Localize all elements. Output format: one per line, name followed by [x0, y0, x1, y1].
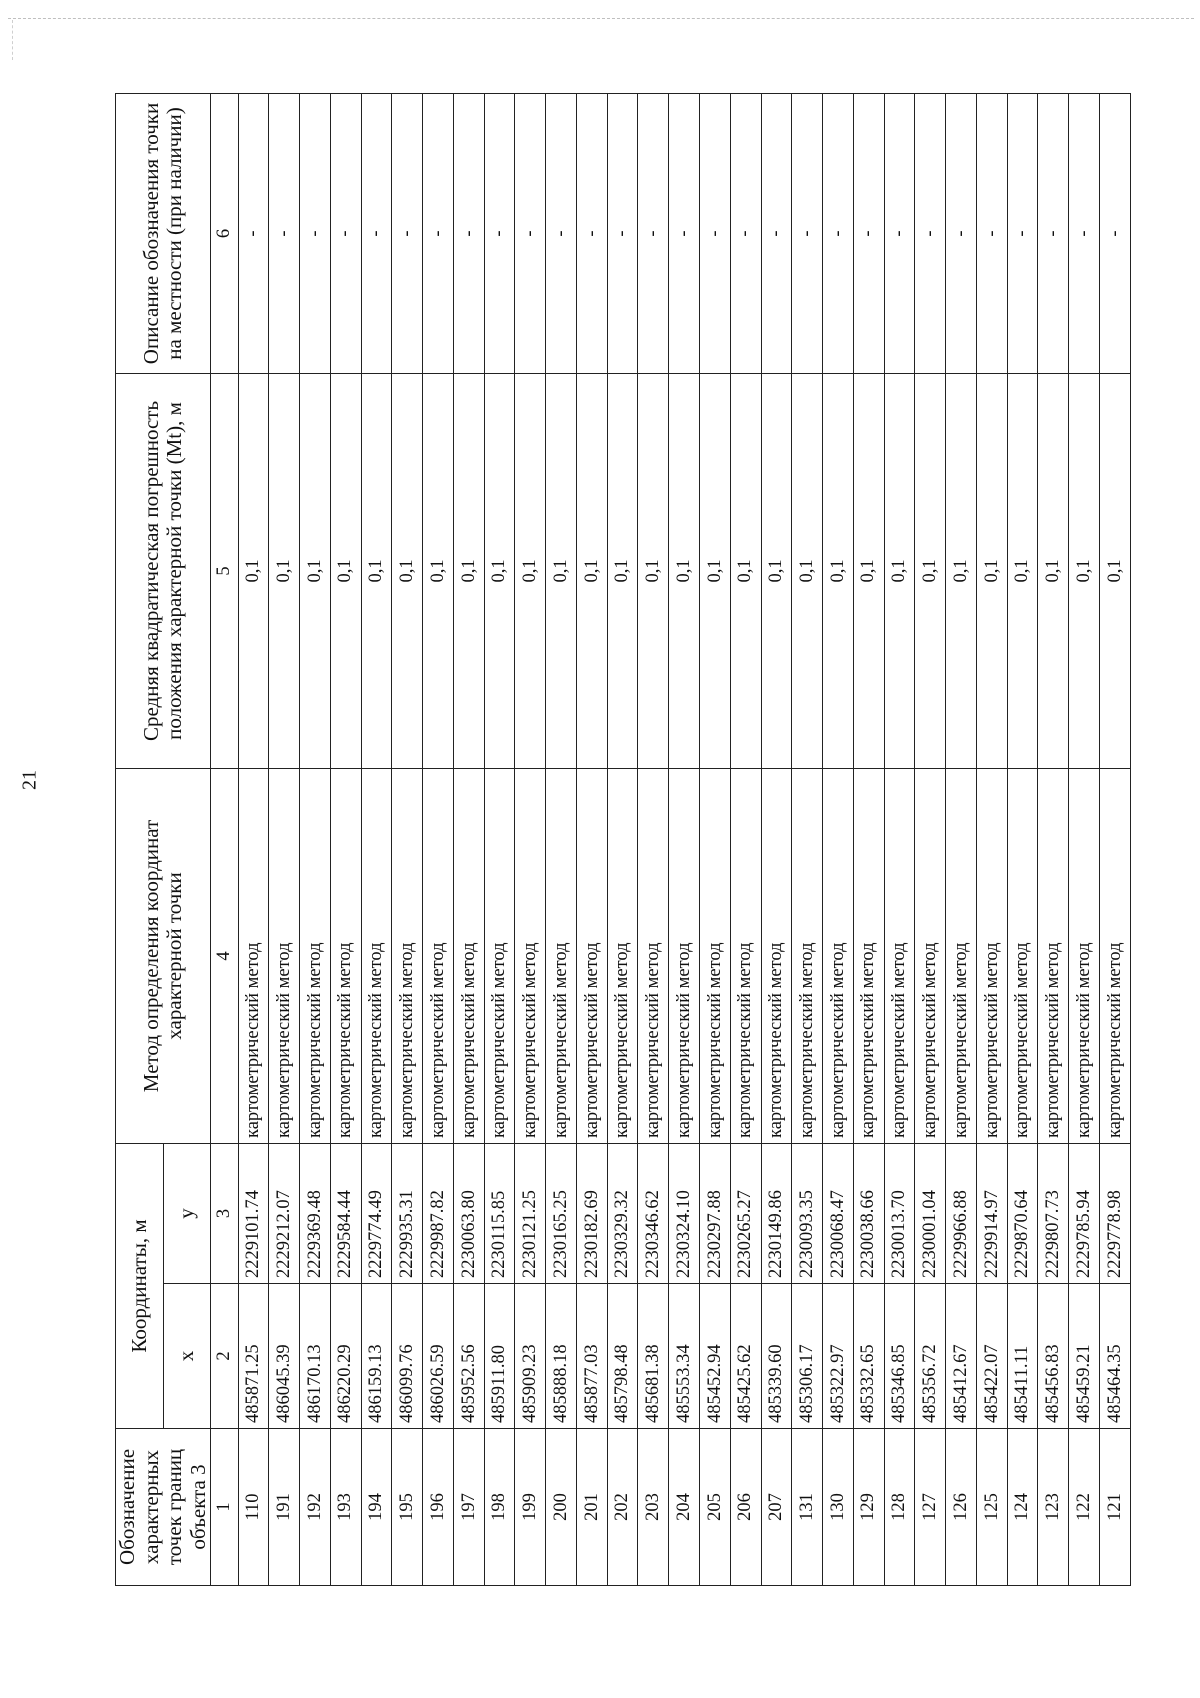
- cell-y: 2230038.66: [853, 1143, 884, 1283]
- cell-method: картометрический метод: [269, 768, 300, 1143]
- cell-description: -: [700, 93, 731, 373]
- table-row: [453, 93, 484, 1585]
- cell-method: картометрический метод: [1099, 768, 1130, 1143]
- header-x: x: [163, 1284, 211, 1429]
- cell-method: картометрический метод: [823, 768, 854, 1143]
- cell-point-id: 197: [453, 1429, 484, 1586]
- cell-y: 2229935.31: [392, 1143, 423, 1283]
- cell-x: 485339.60: [761, 1284, 792, 1429]
- header-description: Описание обозначения точки на местности (при наличии): [116, 93, 211, 373]
- table-row: [1069, 93, 1100, 1585]
- cell-description: -: [576, 93, 607, 373]
- cell-description: -: [946, 93, 977, 373]
- cell-method: картометрический метод: [884, 768, 915, 1143]
- cell-mean-error: 0,1: [730, 373, 761, 768]
- cell-method: картометрический метод: [853, 768, 884, 1143]
- cell-x: 486220.29: [330, 1284, 361, 1429]
- cell-description: -: [423, 93, 454, 373]
- table-row: [884, 93, 915, 1585]
- cell-description: -: [1099, 93, 1130, 373]
- cell-x: 485356.72: [915, 1284, 946, 1429]
- table-row: [1038, 93, 1069, 1585]
- table-row: [915, 93, 946, 1585]
- cell-point-id: 131: [792, 1429, 823, 1586]
- cell-method: картометрический метод: [607, 768, 638, 1143]
- cell-y: 2230068.47: [823, 1143, 854, 1283]
- cell-x: 486159.13: [361, 1284, 392, 1429]
- cell-mean-error: 0,1: [238, 373, 269, 768]
- table-row: [361, 93, 392, 1585]
- cell-x: 485553.34: [669, 1284, 700, 1429]
- cell-mean-error: 0,1: [946, 373, 977, 768]
- cell-point-id: 191: [269, 1429, 300, 1586]
- cell-point-id: 204: [669, 1429, 700, 1586]
- column-number: 5: [211, 373, 238, 768]
- header-mean-error: Средняя квадратическая погрешность положения характерной точки (Mt), м: [116, 373, 211, 768]
- table-row: [1099, 93, 1130, 1585]
- cell-description: -: [515, 93, 546, 373]
- cell-x: 485456.83: [1038, 1284, 1069, 1429]
- table-row: [392, 93, 423, 1585]
- table-row: [546, 93, 577, 1585]
- table-row: [1007, 93, 1038, 1585]
- table-row: [330, 93, 361, 1585]
- cell-method: картометрический метод: [1069, 768, 1100, 1143]
- cell-method: картометрический метод: [792, 768, 823, 1143]
- cell-description: -: [1038, 93, 1069, 373]
- cell-description: -: [915, 93, 946, 373]
- cell-mean-error: 0,1: [700, 373, 731, 768]
- cell-mean-error: 0,1: [884, 373, 915, 768]
- table-row: [576, 93, 607, 1585]
- cell-description: -: [853, 93, 884, 373]
- cell-mean-error: 0,1: [853, 373, 884, 768]
- cell-y: 2230093.35: [792, 1143, 823, 1283]
- cell-y: 2230001.04: [915, 1143, 946, 1283]
- cell-x: 486026.59: [423, 1284, 454, 1429]
- cell-point-id: 206: [730, 1429, 761, 1586]
- cell-point-id: 123: [1038, 1429, 1069, 1586]
- cell-point-id: 124: [1007, 1429, 1038, 1586]
- cell-y: 2230182.69: [576, 1143, 607, 1283]
- cell-y: 2229778.98: [1099, 1143, 1130, 1283]
- table-row: [607, 93, 638, 1585]
- cell-mean-error: 0,1: [576, 373, 607, 768]
- cell-point-id: 127: [915, 1429, 946, 1586]
- cell-y: 2230115.85: [484, 1143, 515, 1283]
- table-row: [423, 93, 454, 1585]
- cell-mean-error: 0,1: [1038, 373, 1069, 768]
- cell-mean-error: 0,1: [423, 373, 454, 768]
- cell-point-id: 194: [361, 1429, 392, 1586]
- cell-x: 486045.39: [269, 1284, 300, 1429]
- cell-method: картометрический метод: [576, 768, 607, 1143]
- cell-description: -: [269, 93, 300, 373]
- cell-point-id: 199: [515, 1429, 546, 1586]
- cell-description: -: [392, 93, 423, 373]
- cell-point-id: 193: [330, 1429, 361, 1586]
- cell-method: картометрический метод: [638, 768, 669, 1143]
- cell-mean-error: 0,1: [638, 373, 669, 768]
- cell-mean-error: 0,1: [1007, 373, 1038, 768]
- cell-description: -: [823, 93, 854, 373]
- cell-mean-error: 0,1: [300, 373, 331, 768]
- cell-description: -: [884, 93, 915, 373]
- cell-mean-error: 0,1: [269, 373, 300, 768]
- cell-method: картометрический метод: [915, 768, 946, 1143]
- column-number: 4: [211, 768, 238, 1143]
- column-number: 1: [211, 1429, 238, 1586]
- cell-point-id: 129: [853, 1429, 884, 1586]
- cell-mean-error: 0,1: [1099, 373, 1130, 768]
- cell-point-id: 128: [884, 1429, 915, 1586]
- cell-method: картометрический метод: [761, 768, 792, 1143]
- table-row: [515, 93, 546, 1585]
- scan-left-edge: [12, 20, 13, 60]
- column-number-row: [211, 93, 238, 1585]
- cell-description: -: [792, 93, 823, 373]
- cell-method: картометрический метод: [546, 768, 577, 1143]
- table-row: [730, 93, 761, 1585]
- cell-method: картометрический метод: [300, 768, 331, 1143]
- cell-y: 2229785.94: [1069, 1143, 1100, 1283]
- cell-x: 486170.13: [300, 1284, 331, 1429]
- cell-point-id: 207: [761, 1429, 792, 1586]
- column-number: 6: [211, 93, 238, 373]
- cell-description: -: [730, 93, 761, 373]
- cell-point-id: 121: [1099, 1429, 1130, 1586]
- cell-description: -: [1007, 93, 1038, 373]
- cell-y: 2229101.74: [238, 1143, 269, 1283]
- cell-point-id: 110: [238, 1429, 269, 1586]
- header-row: [116, 93, 164, 1585]
- cell-y: 2230063.80: [453, 1143, 484, 1283]
- cell-y: 2229870.64: [1007, 1143, 1038, 1283]
- cell-mean-error: 0,1: [546, 373, 577, 768]
- cell-mean-error: 0,1: [669, 373, 700, 768]
- cell-point-id: 205: [700, 1429, 731, 1586]
- cell-description: -: [638, 93, 669, 373]
- header-coordinates: Координаты, м: [116, 1143, 164, 1428]
- cell-point-id: 202: [607, 1429, 638, 1586]
- cell-description: -: [300, 93, 331, 373]
- cell-method: картометрический метод: [946, 768, 977, 1143]
- cell-x: 485877.03: [576, 1284, 607, 1429]
- table-row: [853, 93, 884, 1585]
- cell-description: -: [484, 93, 515, 373]
- cell-method: картометрический метод: [515, 768, 546, 1143]
- cell-mean-error: 0,1: [392, 373, 423, 768]
- table-row: [669, 93, 700, 1585]
- table-row: [700, 93, 731, 1585]
- cell-x: 486099.76: [392, 1284, 423, 1429]
- cell-x: 485452.94: [700, 1284, 731, 1429]
- cell-x: 485871.25: [238, 1284, 269, 1429]
- cell-y: 2229212.07: [269, 1143, 300, 1283]
- cell-point-id: 195: [392, 1429, 423, 1586]
- cell-x: 485322.97: [823, 1284, 854, 1429]
- table-row: [484, 93, 515, 1585]
- cell-x: 485888.18: [546, 1284, 577, 1429]
- cell-x: 485464.35: [1099, 1284, 1130, 1429]
- cell-method: картометрический метод: [423, 768, 454, 1143]
- cell-x: 485909.23: [515, 1284, 546, 1429]
- table-row: [792, 93, 823, 1585]
- scan-top-edge: [8, 18, 1194, 19]
- cell-description: -: [361, 93, 392, 373]
- cell-mean-error: 0,1: [761, 373, 792, 768]
- cell-description: -: [238, 93, 269, 373]
- table-body: [211, 93, 1131, 1585]
- cell-y: 2229369.48: [300, 1143, 331, 1283]
- cell-y: 2230265.27: [730, 1143, 761, 1283]
- cell-y: 2229987.82: [423, 1143, 454, 1283]
- cell-mean-error: 0,1: [1069, 373, 1100, 768]
- cell-x: 485332.65: [853, 1284, 884, 1429]
- cell-x: 485425.62: [730, 1284, 761, 1429]
- cell-y: 2229774.49: [361, 1143, 392, 1283]
- cell-method: картометрический метод: [330, 768, 361, 1143]
- cell-y: 2229966.88: [946, 1143, 977, 1283]
- cell-mean-error: 0,1: [453, 373, 484, 768]
- cell-mean-error: 0,1: [915, 373, 946, 768]
- table-row: [269, 93, 300, 1585]
- header-method: Метод определения координат характерной точки: [116, 768, 211, 1143]
- header-point-designation: Обозначение характерных точек границ объекта 3: [116, 1429, 211, 1586]
- cell-description: -: [546, 93, 577, 373]
- column-number: 2: [211, 1284, 238, 1429]
- cell-point-id: 192: [300, 1429, 331, 1586]
- table-row: [238, 93, 269, 1585]
- cell-y: 2230329.32: [607, 1143, 638, 1283]
- cell-x: 485412.67: [946, 1284, 977, 1429]
- cell-point-id: 196: [423, 1429, 454, 1586]
- cell-point-id: 201: [576, 1429, 607, 1586]
- cell-method: картометрический метод: [484, 768, 515, 1143]
- coordinates-table: [115, 93, 1131, 1586]
- cell-x: 485346.85: [884, 1284, 915, 1429]
- cell-method: картометрический метод: [669, 768, 700, 1143]
- table-row: [761, 93, 792, 1585]
- cell-y: 2230297.88: [700, 1143, 731, 1283]
- cell-y: 2230149.86: [761, 1143, 792, 1283]
- cell-mean-error: 0,1: [792, 373, 823, 768]
- cell-x: 485422.07: [976, 1284, 1007, 1429]
- cell-description: -: [1069, 93, 1100, 373]
- cell-x: 485911.80: [484, 1284, 515, 1429]
- cell-point-id: 203: [638, 1429, 669, 1586]
- cell-mean-error: 0,1: [330, 373, 361, 768]
- cell-description: -: [976, 93, 1007, 373]
- cell-x: 485411.11: [1007, 1284, 1038, 1429]
- cell-method: картометрический метод: [976, 768, 1007, 1143]
- cell-method: картометрический метод: [392, 768, 423, 1143]
- column-number: 3: [211, 1143, 238, 1283]
- cell-point-id: 200: [546, 1429, 577, 1586]
- cell-point-id: 125: [976, 1429, 1007, 1586]
- cell-method: картометрический метод: [453, 768, 484, 1143]
- cell-mean-error: 0,1: [823, 373, 854, 768]
- cell-x: 485798.48: [607, 1284, 638, 1429]
- cell-y: 2229584.44: [330, 1143, 361, 1283]
- cell-y: 2230165.25: [546, 1143, 577, 1283]
- cell-description: -: [761, 93, 792, 373]
- cell-mean-error: 0,1: [976, 373, 1007, 768]
- cell-description: -: [607, 93, 638, 373]
- cell-y: 2230013.70: [884, 1143, 915, 1283]
- cell-point-id: 130: [823, 1429, 854, 1586]
- cell-y: 2229914.97: [976, 1143, 1007, 1283]
- page-number: 21: [18, 770, 41, 790]
- cell-mean-error: 0,1: [361, 373, 392, 768]
- header-y: y: [163, 1143, 211, 1283]
- cell-method: картометрический метод: [1007, 768, 1038, 1143]
- cell-description: -: [453, 93, 484, 373]
- table-row: [300, 93, 331, 1585]
- cell-method: картометрический метод: [361, 768, 392, 1143]
- cell-y: 2229807.73: [1038, 1143, 1069, 1283]
- cell-mean-error: 0,1: [484, 373, 515, 768]
- cell-point-id: 126: [946, 1429, 977, 1586]
- table-row: [976, 93, 1007, 1585]
- cell-method: картометрический метод: [1038, 768, 1069, 1143]
- cell-mean-error: 0,1: [515, 373, 546, 768]
- cell-point-id: 198: [484, 1429, 515, 1586]
- cell-method: картометрический метод: [730, 768, 761, 1143]
- cell-mean-error: 0,1: [607, 373, 638, 768]
- cell-y: 2230346.62: [638, 1143, 669, 1283]
- cell-x: 485681.38: [638, 1284, 669, 1429]
- table-row: [946, 93, 977, 1585]
- cell-y: 2230121.25: [515, 1143, 546, 1283]
- table-row: [638, 93, 669, 1585]
- cell-point-id: 122: [1069, 1429, 1100, 1586]
- cell-description: -: [669, 93, 700, 373]
- cell-x: 485459.21: [1069, 1284, 1100, 1429]
- cell-x: 485306.17: [792, 1284, 823, 1429]
- cell-x: 485952.56: [453, 1284, 484, 1429]
- cell-method: картометрический метод: [238, 768, 269, 1143]
- cell-description: -: [330, 93, 361, 373]
- cell-method: картометрический метод: [700, 768, 731, 1143]
- table-row: [823, 93, 854, 1585]
- rotated-table-container: [115, 94, 1125, 1586]
- cell-y: 2230324.10: [669, 1143, 700, 1283]
